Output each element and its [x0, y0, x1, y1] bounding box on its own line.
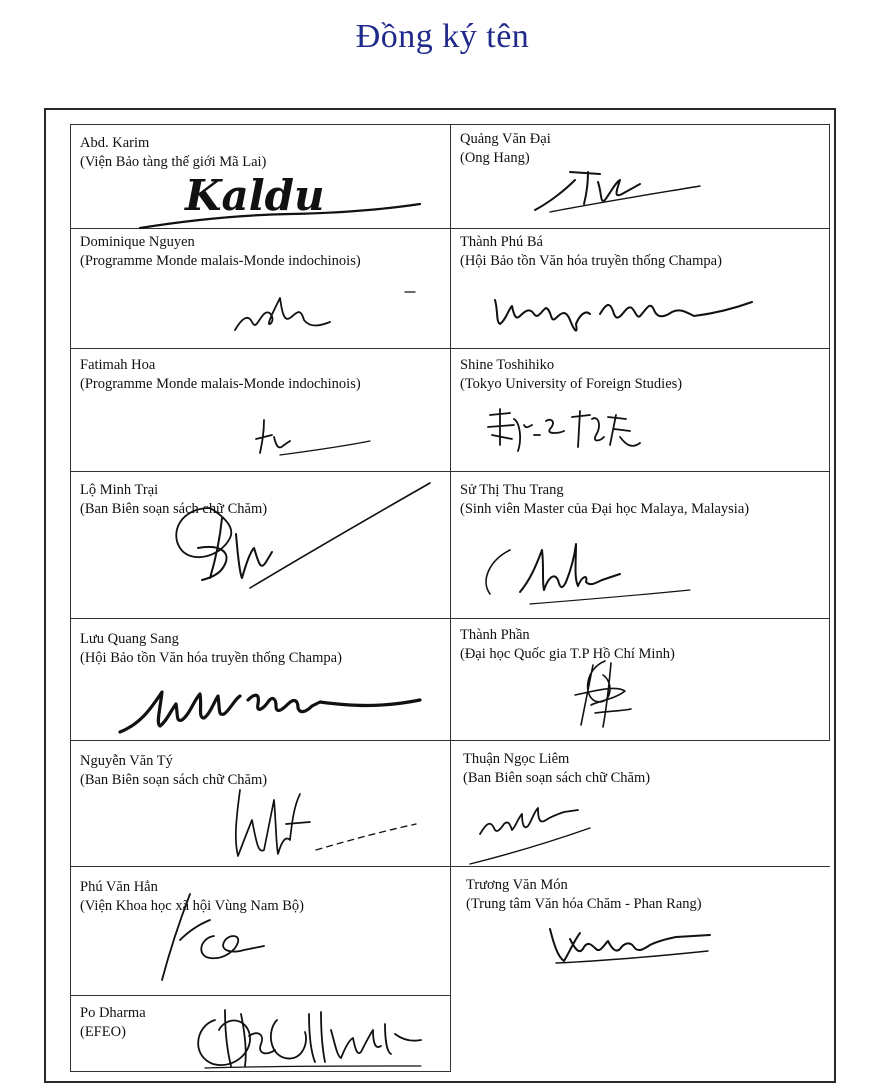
signatory-cell: [80, 630, 442, 668]
signatory-affiliation: (Trung tâm Văn hóa Chăm - Phan Rang): [466, 896, 702, 912]
handwritten-signature: [460, 790, 660, 870]
signatory-affiliation: (EFEO): [80, 1024, 126, 1040]
signatory-cell: [80, 233, 442, 271]
signatory-affiliation: (Sinh viên Master của Đại học Malaya, Malaysia): [460, 501, 750, 517]
handwritten-signature: [490, 280, 770, 340]
signatory-cell: [463, 750, 825, 788]
signatory-name: Thuận Ngọc Liêm: [463, 751, 570, 767]
table-column-divider: [450, 124, 451, 1072]
row-divider: [70, 618, 830, 619]
signatory-cell: [460, 356, 825, 394]
signatory-name: Quảng Văn Đại: [460, 131, 551, 147]
handwritten-signature: [530, 160, 730, 220]
signatory-cell: [460, 481, 822, 519]
signatory-affiliation: (Programme Monde malais-Monde indochinois): [80, 253, 361, 269]
handwritten-signature: [110, 670, 440, 740]
signature-text: Kaldu: [185, 171, 325, 220]
table-left-border: [70, 124, 71, 1072]
row-divider: [70, 866, 830, 867]
page-title: Đồng ký tên: [355, 18, 530, 55]
signatory-cell: [466, 876, 826, 914]
signatory-name: Fatimah Hoa: [80, 357, 156, 373]
signatory-affiliation: (Ban Biên soạn sách chữ Chăm): [80, 501, 268, 517]
signatory-affiliation: (Ban Biên soạn sách chữ Chăm): [463, 770, 651, 786]
signatory-affiliation: (Viện Bảo tàng thế giới Mã Lai): [80, 154, 267, 170]
handwritten-signature: [140, 880, 290, 990]
handwritten-signature: [220, 770, 420, 870]
handwritten-signature: [480, 405, 680, 465]
signatory-name: Thành Phú Bá: [460, 234, 543, 250]
signatory-name: Po Dharma: [80, 1005, 146, 1021]
signatory-affiliation: (Ong Hang): [460, 150, 530, 166]
handwritten-signature: [470, 530, 710, 610]
signatory-name: Abd. Karim: [80, 135, 150, 151]
signatory-affiliation: (Hội Bảo tồn Văn hóa truyền thống Champa): [80, 650, 342, 666]
signatory-cell: [80, 356, 442, 394]
signatory-affiliation: (Hội Bảo tồn Văn hóa truyền thống Champa): [460, 253, 722, 269]
handwritten-signature: [555, 655, 655, 745]
signatory-name: Lộ Minh Trại: [80, 482, 159, 498]
signatory-name: Sử Thị Thu Trang: [460, 482, 564, 498]
signatory-affiliation: (Ban Biên soạn sách chữ Chăm): [80, 772, 268, 788]
row-divider: [70, 471, 830, 472]
handwritten-signature: [540, 915, 740, 975]
signatory-name: Lưu Quang Sang: [80, 631, 179, 647]
signatory-cell: [80, 1004, 200, 1042]
signatory-affiliation: (Tokyo University of Foreign Studies): [460, 376, 683, 392]
row-divider: [70, 995, 450, 996]
signatory-name: Dominique Nguyen: [80, 234, 195, 250]
row-divider: [70, 348, 830, 349]
handwritten-signature: [250, 415, 380, 460]
signatory-affiliation: (Programme Monde malais-Monde indochinois): [80, 376, 361, 392]
signatory-name: Nguyễn Văn Tý: [80, 753, 173, 769]
signatory-name: Phú Văn Hẳn: [80, 879, 158, 895]
signatory-affiliation: (Viện Khoa học xã hội Vùng Nam Bộ): [80, 898, 304, 914]
table-top-border: [70, 124, 830, 125]
signatory-name: Shine Toshihiko: [460, 357, 555, 373]
signatory-affiliation: (Đại học Quốc gia T.P Hồ Chí Minh): [460, 646, 675, 662]
signatory-cell: [460, 233, 825, 271]
row-divider: [70, 740, 830, 741]
handwritten-signature: [185, 1000, 445, 1072]
signatory-name: Thành Phần: [460, 627, 530, 643]
signatory-name: Trương Văn Món: [466, 877, 568, 893]
handwritten-signature: [150, 478, 440, 608]
table-right-border: [829, 124, 830, 740]
handwritten-signature: [230, 290, 430, 340]
handwritten-signature: [150, 160, 430, 235]
